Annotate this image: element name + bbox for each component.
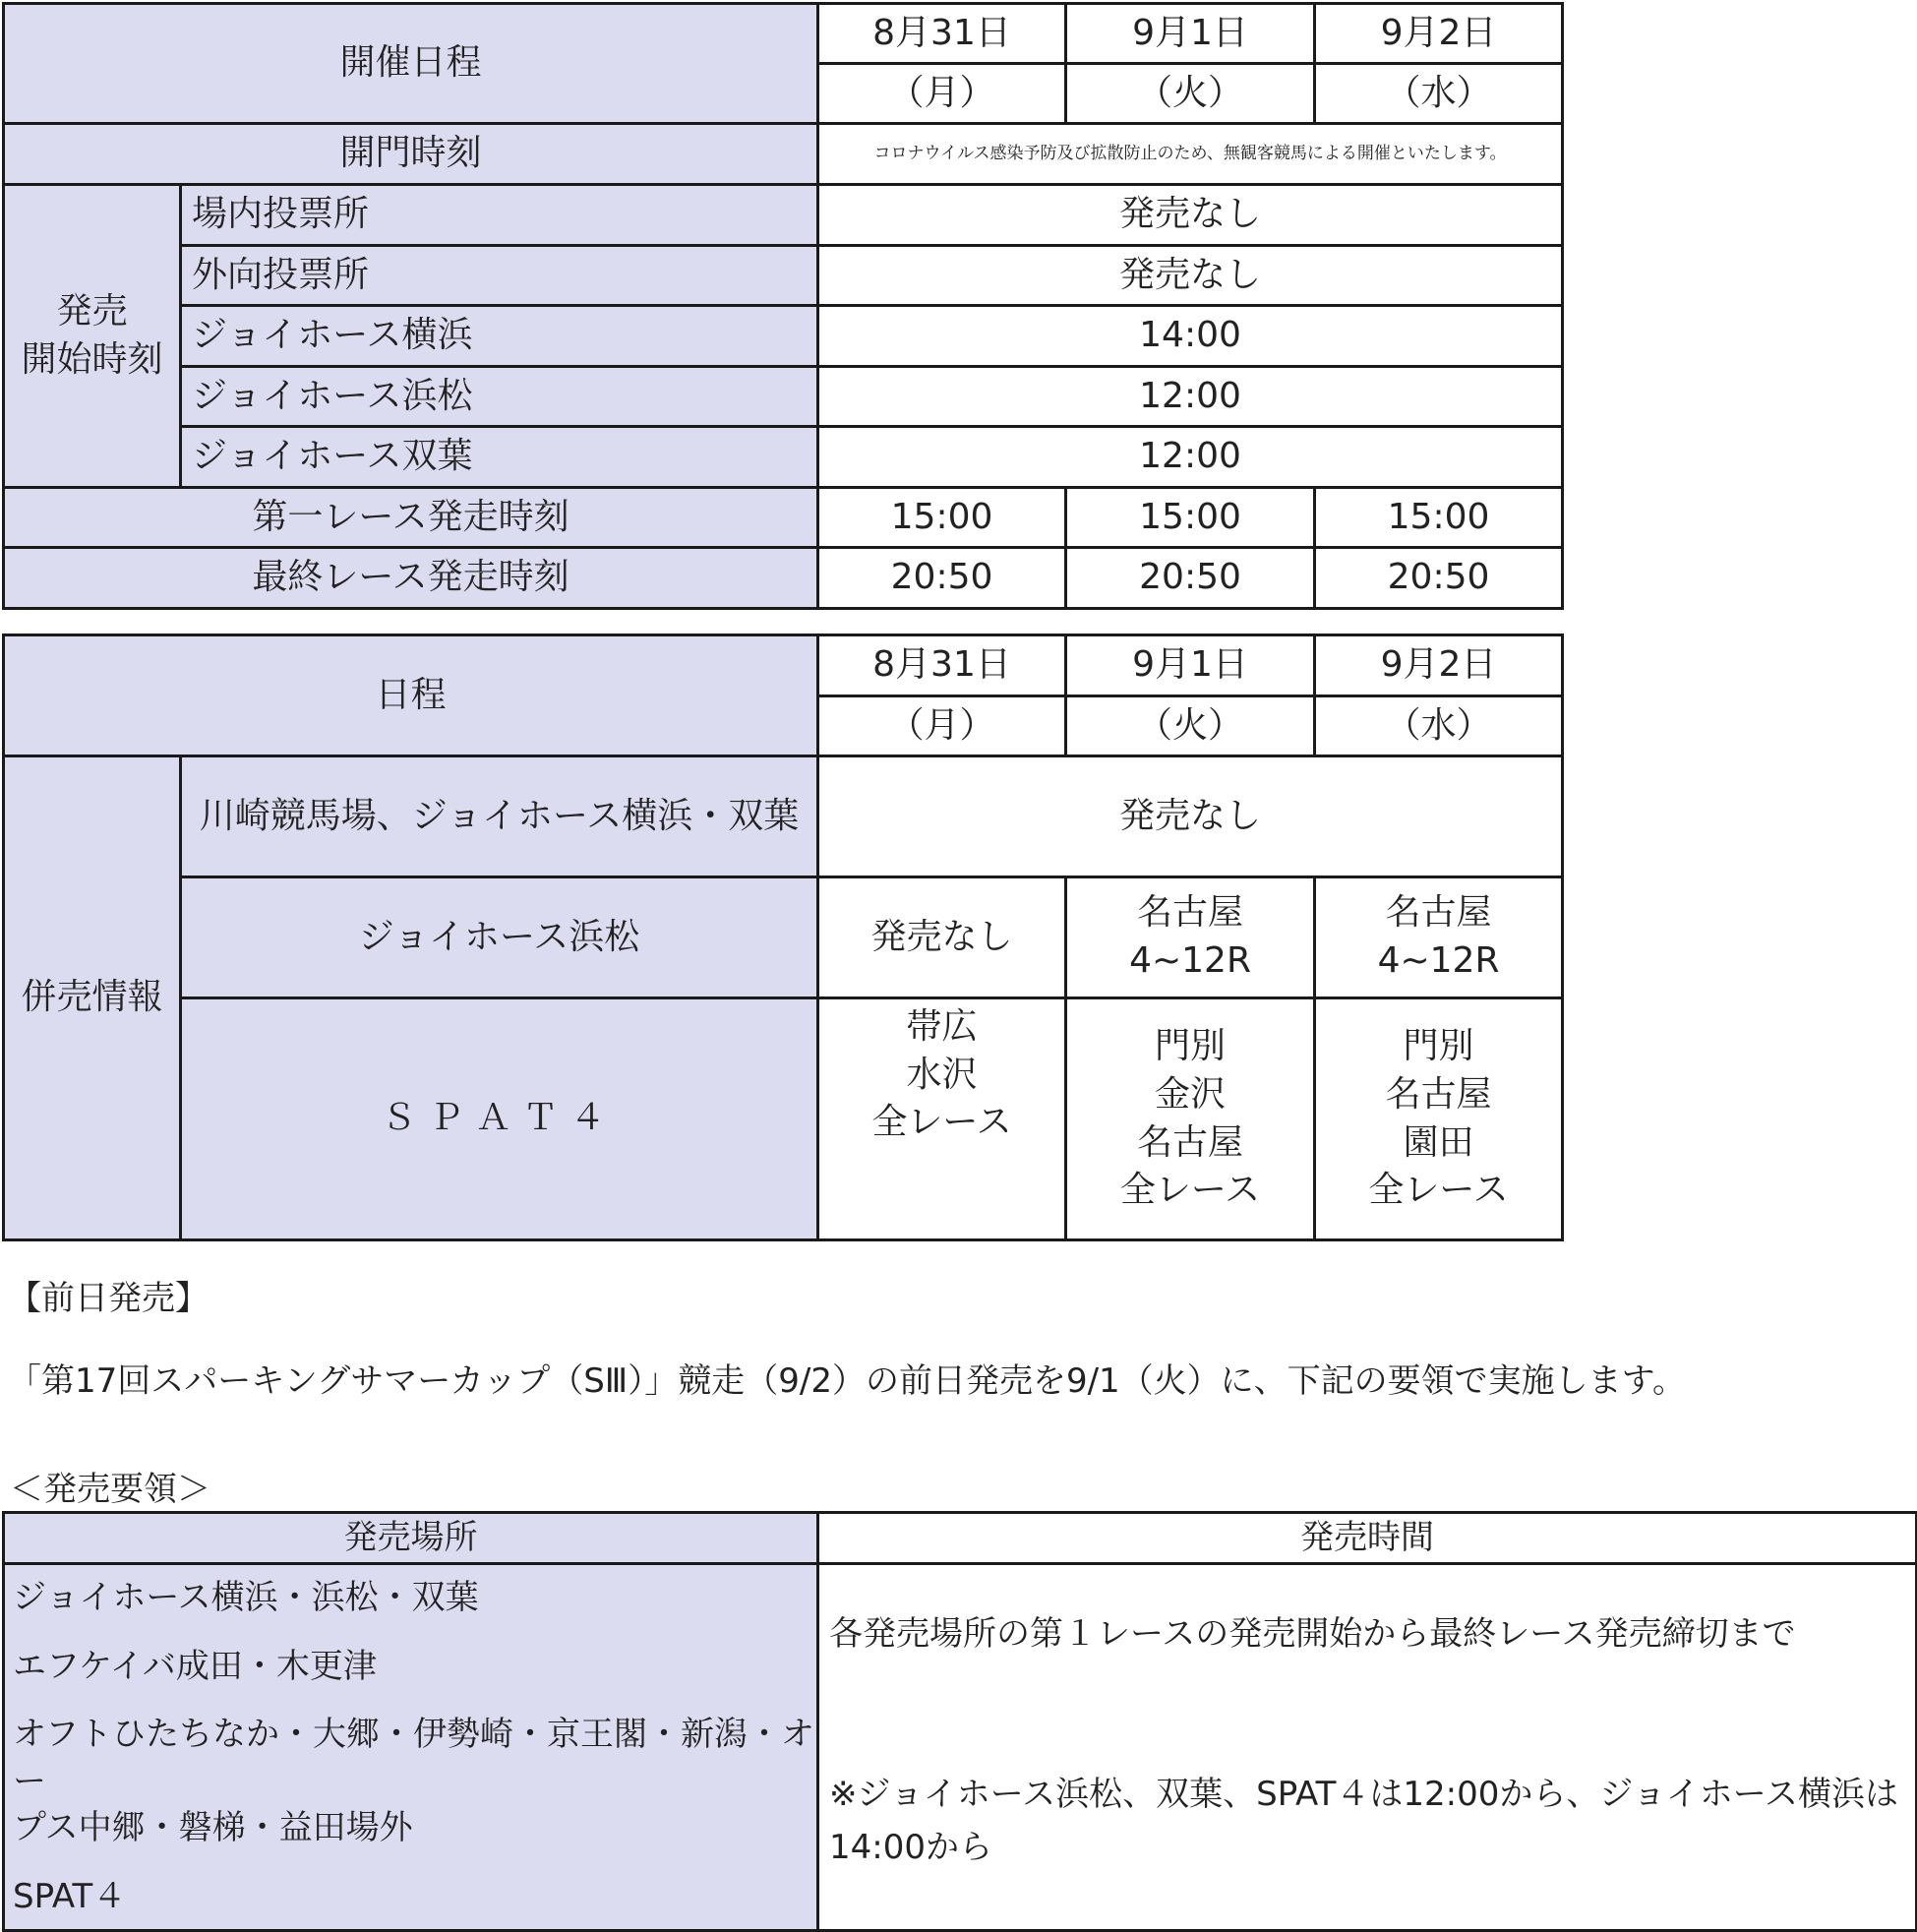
last-race-label: 最終レース発走時刻 (4, 548, 818, 609)
joint-row3-cell-1 (818, 998, 1066, 1240)
weekday-1: （月） (818, 696, 1066, 756)
cell-line: 名古屋 (1137, 892, 1244, 934)
sale-place: ジョイホース横浜・浜松・双葉 (13, 1578, 479, 1617)
col-time-header: 発売時間 (818, 1513, 1917, 1564)
joint-row2-cell-2 (1066, 877, 1315, 998)
joint-row3-cell-2 (1066, 998, 1315, 1240)
cell-line: 園田 (1403, 1121, 1474, 1163)
sale-row-value: 12:00 (818, 427, 1563, 488)
first-race-time-1: 15:00 (818, 488, 1066, 548)
weekday-3: （水） (1315, 64, 1563, 124)
weekday-2: （火） (1066, 696, 1315, 756)
sale-row-label: ジョイホース浜松 (181, 367, 818, 427)
sale-time-main: 各発売場所の第１レースの発売開始から最終レース発売締切まで (829, 1614, 1796, 1654)
sale-place: オフトひたちなか・大郷・伊勢崎・京王閣・新潟・オー (13, 1715, 814, 1801)
cell-line: 門別 (1403, 1026, 1474, 1067)
date-3: 9月2日 (1315, 635, 1563, 696)
last-race-time-2: 20:50 (1066, 548, 1315, 609)
sale-row-label: 外向投票所 (181, 246, 818, 306)
schedule-table (2, 2, 1564, 610)
schedule-header-label: 開催日程 (4, 4, 818, 124)
joint-row1-value: 発売なし (818, 756, 1563, 877)
date-2: 9月1日 (1066, 635, 1315, 696)
sale-row-label: ジョイホース横浜 (181, 306, 818, 367)
sale-start-label-line1: 発売 (56, 290, 128, 332)
col-place-header: 発売場所 (4, 1513, 818, 1564)
sale-time-note-2: 14:00から (829, 1828, 992, 1868)
cell-line: 帯広 (906, 1006, 978, 1047)
gate-time-note: コロナウイルス感染予防及び拡散防止のため、無観客競馬による開催といたします。 (818, 124, 1563, 185)
joint-sales-group-label: 併売情報 (4, 756, 181, 1240)
date-1: 8月31日 (818, 635, 1066, 696)
last-race-time-1: 20:50 (818, 548, 1066, 609)
sale-time-note-1: ※ジョイホース浜松、双葉、SPAT４は12:00から、ジョイホース横浜は (829, 1774, 1899, 1814)
sale-place: プス中郷・磐梯・益田場外 (13, 1808, 413, 1848)
sale-time-cell (818, 1564, 1917, 1931)
sale-places-cell (4, 1564, 818, 1931)
date-1: 8月31日 (818, 4, 1066, 64)
last-race-time-3: 20:50 (1315, 548, 1563, 609)
gate-time-label: 開門時刻 (4, 124, 818, 185)
sale-row-label: ジョイホース双葉 (181, 427, 818, 488)
joint-row3-cell-3 (1315, 998, 1563, 1240)
sale-row-value: 14:00 (818, 306, 1563, 367)
sale-start-label-line2: 開始時刻 (21, 338, 163, 380)
pre-sale-heading: 【前日発売】 (8, 1279, 209, 1318)
first-race-label: 第一レース発走時刻 (4, 488, 818, 548)
cell-line: 全レース (871, 1102, 1012, 1143)
joint-row2-cell-3 (1315, 877, 1563, 998)
pre-sale-subheading: ＜発売要領＞ (10, 1470, 210, 1509)
cell-line: 門別 (1155, 1026, 1227, 1067)
sale-row-value: 12:00 (818, 367, 1563, 427)
first-race-time-3: 15:00 (1315, 488, 1563, 548)
joint-row2-cell-1 (818, 877, 1066, 998)
cell-line: 発売なし (870, 916, 1013, 957)
joint-sales-table (2, 634, 1564, 1241)
first-race-time-2: 15:00 (1066, 488, 1315, 548)
joint-header-label: 日程 (4, 635, 818, 756)
weekday-1: （月） (818, 64, 1066, 124)
joint-row1-label: 川崎競馬場、ジョイホース横浜・双葉 (181, 756, 818, 877)
sale-place: SPAT４ (13, 1876, 127, 1916)
pre-sale-description: 「第17回スパーキングサマーカップ（SⅢ）」競走（9/2）の前日発売を9/1（火）に、下記の要領で実施します。 (8, 1361, 1686, 1401)
sale-row-label: 場内投票所 (181, 185, 818, 246)
joint-row3-label: ＳＰＡＴ４ (181, 998, 818, 1240)
date-2: 9月1日 (1066, 4, 1315, 64)
weekday-2: （火） (1066, 64, 1315, 124)
sale-start-group-label (4, 185, 181, 488)
weekday-3: （水） (1315, 696, 1563, 756)
date-3: 9月2日 (1315, 4, 1563, 64)
cell-line: 4~12R (1377, 940, 1500, 981)
cell-line: 名古屋 (1385, 1073, 1492, 1115)
pre-sale-table (2, 1511, 1917, 1932)
cell-line: 全レース (1368, 1170, 1509, 1211)
cell-line: 名古屋 (1137, 1121, 1244, 1163)
cell-line: 水沢 (906, 1054, 978, 1095)
sale-row-value: 発売なし (818, 185, 1563, 246)
cell-line: 金沢 (1155, 1073, 1227, 1115)
cell-line: 4~12R (1129, 940, 1251, 981)
sale-place: エフケイバ成田・木更津 (13, 1646, 377, 1686)
joint-row2-label: ジョイホース浜松 (181, 877, 818, 998)
cell-line: 全レース (1119, 1170, 1261, 1211)
cell-line: 名古屋 (1385, 892, 1492, 934)
sale-row-value: 発売なし (818, 246, 1563, 306)
